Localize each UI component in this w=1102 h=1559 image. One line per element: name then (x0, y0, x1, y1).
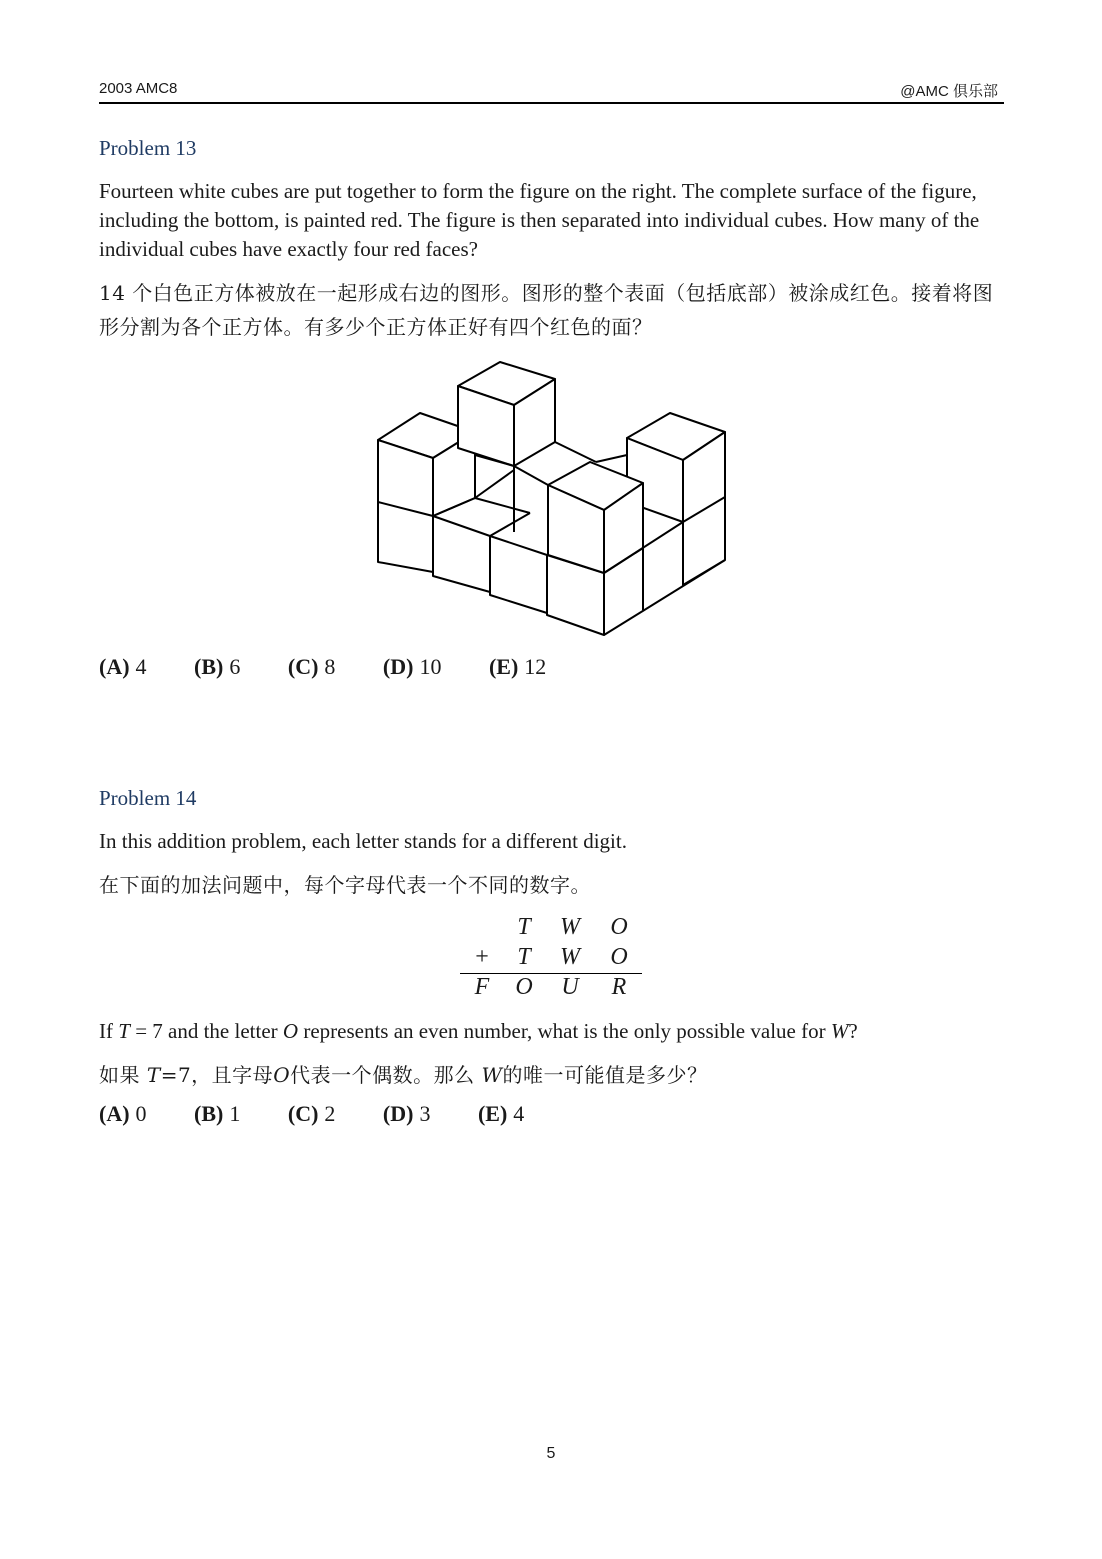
problem-14-question-en: If T = 7 and the letter O represents an even number, what is the only possible value for W? (99, 1019, 858, 1043)
page-header (99, 80, 1004, 104)
problem-14-question-cn: 如果 T=7，且字母O代表一个偶数。那么 W的唯一可能值是多少？ (99, 1063, 708, 1087)
problem-14-title: Problem 14 (99, 786, 197, 810)
choice-d[interactable]: (D) 3 (382, 1101, 431, 1126)
choice-b[interactable]: (B) 1 (194, 1101, 241, 1126)
choice-b[interactable]: (B) 6 (194, 654, 241, 679)
choice-a[interactable]: (A) 0 (99, 1101, 147, 1126)
choice-c[interactable]: (C) 2 (287, 1101, 336, 1126)
problem-13-text-cn: 14 个白色正方体被放在一起形成右边的图形。图形的整个表面（包括底部）被涂成红色。接着将图形分割为各个正方体。有多少个正方体正好有四个红色的面？ (99, 281, 994, 339)
problem-13-text-en: Fourteen white cubes are put together to form the figure on the right. The complete surface of the figure, including the bottom, is painted red. The figure is then separated into individual cubes. How many of the individual cubes have exactly four red faces? (99, 179, 980, 261)
problem-13-choices (99, 654, 588, 680)
header-title: 2003 AMC8 (99, 80, 178, 97)
choice-a[interactable]: (A) 4 (99, 654, 147, 679)
cube-figure (370, 355, 730, 640)
choice-c[interactable]: (C) 8 (287, 654, 336, 679)
addition-problem: T W O + T W O F O U R (458, 914, 648, 1000)
problem-14-text-en: In this addition problem, each letter stands for a different digit. (99, 829, 627, 853)
problem-14-choices (99, 1101, 566, 1127)
choice-d[interactable]: (D) 10 (382, 654, 442, 679)
choice-e[interactable]: (E) 12 (488, 654, 547, 679)
page-number: 5 (546, 1445, 556, 1462)
problem-14-text-cn: 在下面的加法问题中，每个字母代表一个不同的数字。 (99, 873, 591, 897)
header-club: @AMC 俱乐部 (900, 83, 998, 100)
choice-e[interactable]: (E) 4 (477, 1101, 525, 1126)
problem-13-title: Problem 13 (99, 136, 197, 160)
